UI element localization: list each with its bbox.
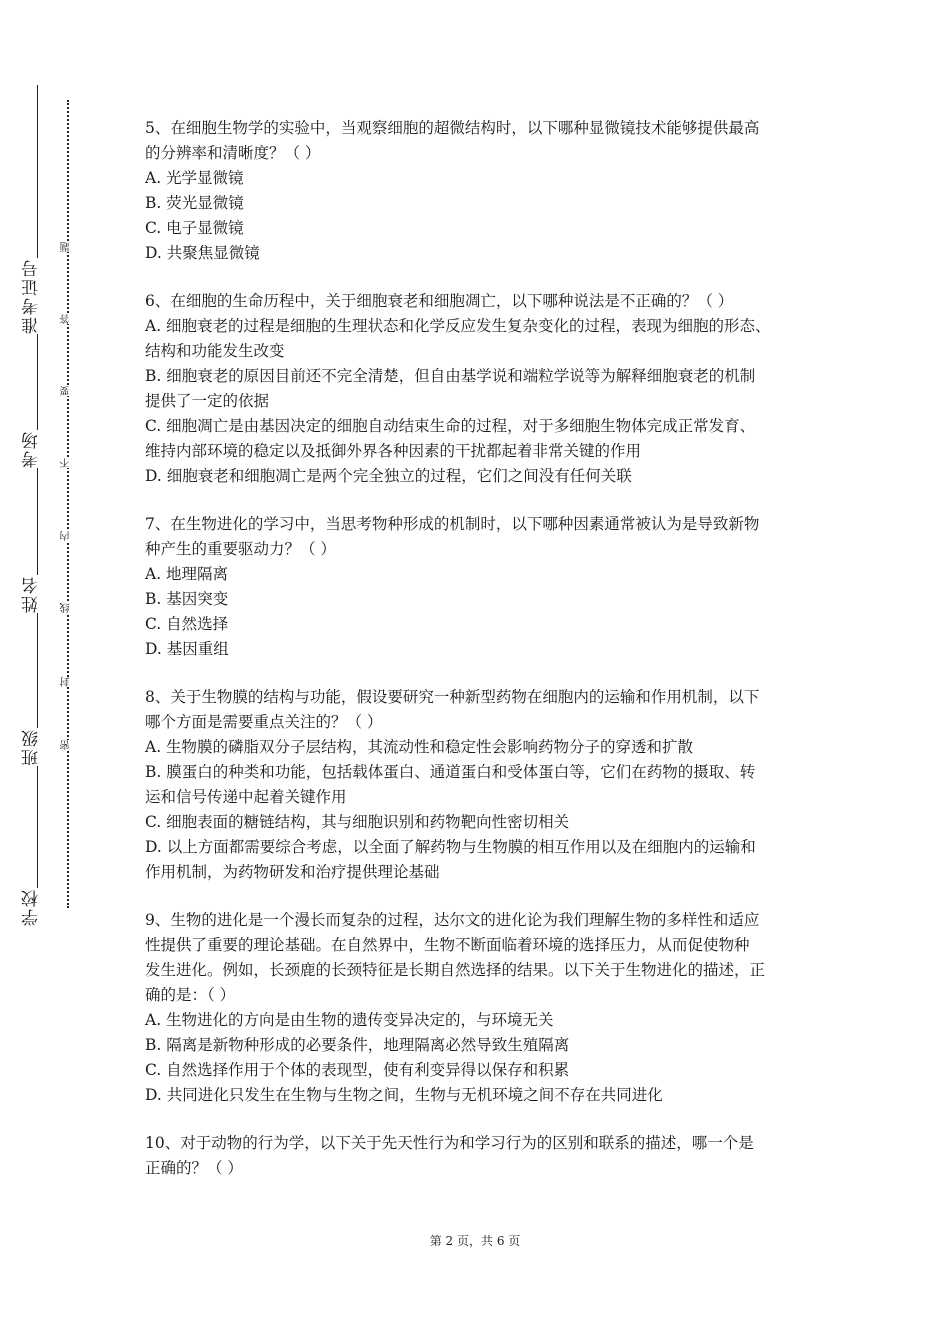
seal-mark: 要 (59, 386, 75, 396)
option-c: C. 电子显微镜 (145, 219, 244, 237)
question-stem-line: 的分辨率和清晰度？（ ） (145, 144, 321, 162)
question-stem-line: 6、在细胞的生命历程中，关于细胞衰老和细胞凋亡，以下哪种说法是不正确的？（ ） (145, 292, 734, 310)
option-d: D. 共聚焦显微镜 (145, 244, 260, 262)
option-b: B. 基因突变 (145, 590, 229, 608)
question-stem-line: 种产生的重要驱动力？（ ） (145, 540, 336, 558)
question-stem-line: 10、对于动物的行为学，以下关于先天性行为和学习行为的区别和联系的描述，哪一个是 (145, 1134, 754, 1152)
question-stem-line: 正确的？（ ） (145, 1159, 243, 1177)
seal-mark: 题 (59, 242, 75, 252)
binding-dotted-line (67, 100, 69, 908)
option-a: A. 光学显微镜 (145, 169, 244, 187)
seal-mark: 封 (59, 677, 75, 687)
seal-mark: 答 (59, 314, 75, 324)
option-b: B. 隔离是新物种形成的必要条件，地理隔离必然导致生殖隔离 (145, 1036, 570, 1054)
option-d: D. 细胞衰老和细胞凋亡是两个完全独立的过程，它们之间没有任何关联 (145, 467, 632, 485)
seal-mark: 密 (59, 740, 75, 750)
label-name: 姓名 (12, 575, 52, 613)
option-b: B. 膜蛋白的种类和功能，包括载体蛋白、通道蛋白和受体蛋白等，它们在药物的摄取、转 (145, 763, 756, 781)
label-school: 学校 (12, 888, 52, 926)
label-exam-room: 考场 (12, 430, 52, 468)
option-c: C. 自然选择 (145, 615, 229, 633)
option-c: C. 细胞凋亡是由基因决定的细胞自动结束生命的过程，对于多细胞生物体完成正常发育、 (145, 417, 756, 435)
option-d: D. 以上方面都需要综合考虑，以全面了解药物与生物膜的相互作用以及在细胞内的运输和 (145, 838, 756, 856)
question-stem-line: 哪个方面是需要重点关注的？（ ） (145, 713, 383, 731)
option-a: A. 细胞衰老的过程是细胞的生理状态和化学反应发生复杂变化的过程，表现为细胞的形态、 (145, 317, 771, 335)
question-8 (145, 685, 825, 885)
option-c: C. 细胞表面的糖链结构，其与细胞识别和药物靶向性密切相关 (145, 813, 570, 831)
option-a: A. 生物膜的磷脂双分子层结构，其流动性和稳定性会影响药物分子的穿透和扩散 (145, 738, 694, 756)
question-9 (145, 908, 825, 1108)
option-a: A. 地理隔离 (145, 565, 229, 583)
question-stem-line: 5、在细胞生物学的实验中，当观察细胞的超微结构时，以下哪种显微镜技术能够提供最高 (145, 119, 760, 137)
seal-mark: 线 (59, 603, 75, 613)
option-c-continued: 维持内部环境的稳定以及抵御外界各种因素的干扰都起着非常关键的作用 (145, 442, 642, 460)
question-stem-line: 发生进化。例如，长颈鹿的长颈特征是长期自然选择的结果。以下关于生物进化的描述，正 (145, 961, 766, 979)
option-c: C. 自然选择作用于个体的表现型，使有利变异得以保存和积累 (145, 1061, 570, 1079)
option-d: D. 基因重组 (145, 640, 229, 658)
question-stem-line: 9、生物的进化是一个漫长而复杂的过程，达尔文的进化论为我们理解生物的多样性和适应 (145, 911, 760, 929)
binding-solid-line (37, 85, 38, 905)
label-admission-number: 准考证号 (12, 258, 52, 334)
seal-mark: 内 (59, 531, 75, 541)
label-class: 班级 (12, 728, 52, 766)
binding-margin (0, 0, 100, 1344)
question-stem-line: 7、在生物进化的学习中，当思考物种形成的机制时，以下哪种因素通常被认为是导致新物 (145, 515, 760, 533)
question-stem-line: 确的是：（ ） (145, 986, 236, 1004)
option-b: B. 细胞衰老的原因目前还不完全清楚，但自由基学说和端粒学说等为解释细胞衰老的机制 (145, 367, 756, 385)
question-list (145, 116, 825, 1204)
option-d: D. 共同进化只发生在生物与生物之间，生物与无机环境之间不存在共同进化 (145, 1086, 663, 1104)
option-b-continued: 运和信号传递中起着关键作用 (145, 788, 347, 806)
question-7 (145, 512, 825, 662)
option-d-continued: 作用机制，为药物研发和治疗提供理论基础 (145, 863, 440, 881)
option-b-continued: 提供了一定的依据 (145, 392, 270, 410)
option-a: A. 生物进化的方向是由生物的遗传变异决定的，与环境无关 (145, 1011, 554, 1029)
option-b: B. 荧光显微镜 (145, 194, 244, 212)
question-6 (145, 289, 825, 489)
page-number-footer: 第 2 页，共 6 页 (429, 1234, 521, 1248)
option-a-continued: 结构和功能发生改变 (145, 342, 285, 360)
question-10 (145, 1131, 825, 1181)
seal-mark: 不 (59, 458, 75, 468)
question-5 (145, 116, 825, 266)
question-stem-line: 性提供了重要的理论基础。在自然界中，生物不断面临着环境的选择压力，从而促使物种 (145, 936, 750, 954)
question-stem-line: 8、关于生物膜的结构与功能，假设要研究一种新型药物在细胞内的运输和作用机制，以下 (145, 688, 760, 706)
